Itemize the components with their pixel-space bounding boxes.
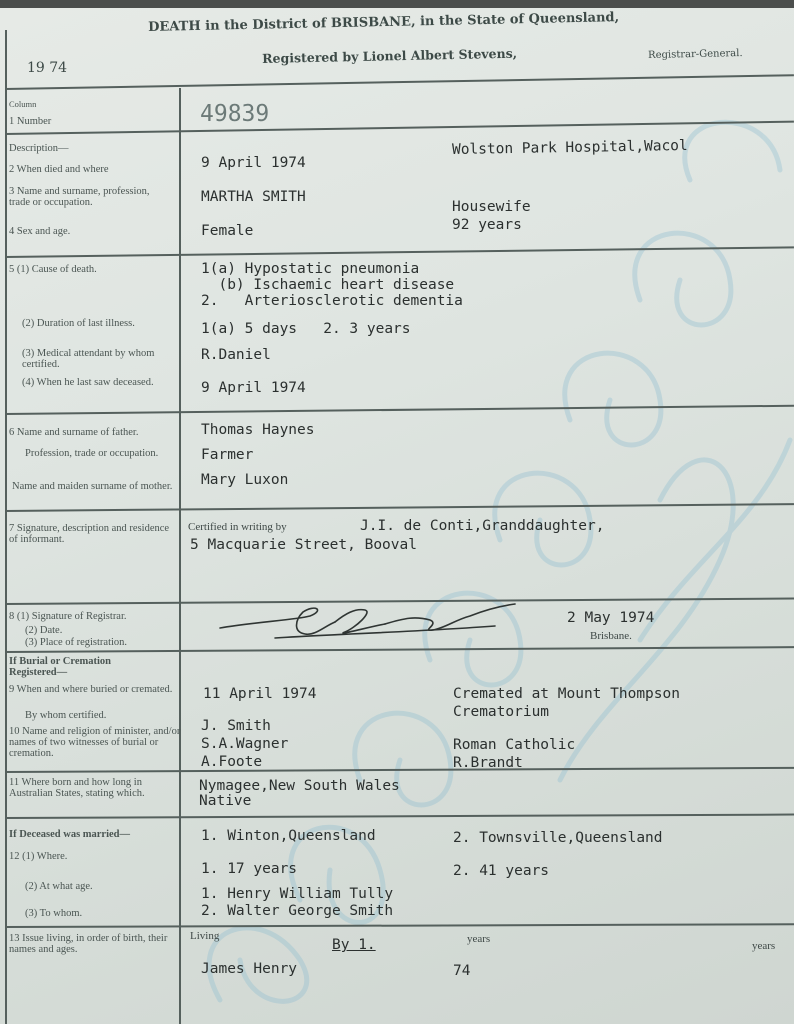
label-father: 6 Name and surname of father.: [9, 427, 139, 438]
label-sex-age: 4 Sex and age.: [9, 226, 71, 237]
column-divider: [179, 88, 181, 1024]
entry-burial-place-2: Crematorium: [453, 704, 550, 720]
label-when-buried: 9 When and where buried or cremated.: [9, 684, 173, 695]
entry-father-occupation: Farmer: [201, 447, 254, 463]
certified-writing-label: Certified in writing by: [188, 521, 287, 533]
entry-sex: Female: [201, 223, 254, 239]
label-burial-heading: If Burial or Cremation Registered—: [9, 656, 111, 678]
label-by-whom: By whom certified.: [25, 710, 107, 721]
entry-issue-by: By 1.: [332, 937, 376, 953]
entry-reg-place: Brisbane.: [590, 630, 632, 642]
label-place: (3) Place of registration.: [25, 637, 128, 648]
entry-married-age-1: 1. 17 years: [201, 861, 298, 877]
entry-occupation: Housewife: [452, 199, 531, 215]
rule-8: [5, 814, 794, 819]
label-born: 11 Where born and how long in Australian States, stating which.: [9, 777, 145, 799]
entry-married-where-2: 2. Townsville,Queensland: [453, 830, 663, 846]
entry-issue-name: James Henry: [201, 961, 298, 977]
label-number: 1 Number: [9, 116, 52, 127]
entry-born-native: Native: [199, 793, 252, 809]
entry-married-where-1: 1. Winton,Queensland: [201, 828, 376, 844]
entry-age: 92 years: [452, 217, 522, 233]
label-at-age: (2) At what age.: [25, 881, 93, 892]
label-cause: 5 (1) Cause of death.: [9, 264, 97, 275]
label-name-surname: 3 Name and surname, profession, trade or occupation.: [9, 186, 150, 208]
entry-mother: Mary Luxon: [201, 472, 289, 488]
label-informant: 7 Signature, description and residence of informant.: [9, 523, 170, 545]
label-medical: (3) Medical attendant by whom certified.: [22, 348, 155, 370]
label-profession: Profession, trade or occupation.: [25, 448, 159, 459]
entry-married-age-2: 2. 41 years: [453, 863, 550, 879]
label-description: Description—: [9, 143, 69, 154]
entry-informant-address: 5 Macquarie Street, Booval: [190, 537, 417, 553]
entry-burial-date: 11 April 1974: [203, 686, 317, 702]
entry-reg-date: 2 May 1974: [567, 610, 655, 626]
entry-duration: 1(a) 5 days 2. 3 years: [201, 321, 411, 337]
entry-certified-by: J. Smith: [201, 718, 271, 734]
entry-cause-1a: 1(a) Hypostatic pneumonia: [201, 261, 420, 277]
entry-spouse-1: 1. Henry William Tully: [201, 886, 394, 902]
page-top-edge: [0, 0, 794, 8]
label-married-heading: If Deceased was married—: [9, 829, 131, 840]
label-where: 12 (1) Where.: [9, 851, 68, 862]
label-date: (2) Date.: [25, 625, 63, 636]
years-label-1: years: [467, 933, 491, 945]
rule-3: [5, 405, 794, 415]
entry-father: Thomas Haynes: [201, 422, 315, 438]
label-when-died: 2 When died and where: [9, 164, 109, 175]
label-to-whom: (3) To whom.: [25, 908, 83, 919]
entry-last-seen: 9 April 1974: [201, 380, 306, 396]
label-minister: 10 Name and religion of minister, and/or names of two witnesses of burial or cremation.: [9, 726, 181, 759]
entry-spouse-2: 2. Walter George Smith: [201, 903, 394, 919]
label-mother: Name and maiden surname of mother.: [12, 481, 173, 492]
certificate-title: DEATH in the District of BRISBANE, in the State of Queensland,: [148, 10, 620, 35]
rule-7: [5, 767, 794, 773]
label-issue: 13 Issue living, in order of birth, their names and ages.: [9, 933, 168, 955]
label-registrar: 8 (1) Signature of Registrar.: [9, 611, 127, 622]
entry-issue-age: 74: [453, 963, 471, 979]
top-rule: [5, 74, 794, 89]
entry-witness-2: A.Foote: [201, 754, 263, 770]
entry-informant: J.I. de Conti,Granddaughter,: [360, 518, 605, 534]
registrar-signature-icon: [215, 598, 525, 646]
entry-number: 49839: [200, 101, 270, 127]
registered-by: Registered by Lionel Albert Stevens,: [262, 45, 518, 66]
entry-place-died: Wolston Park Hospital,Wacol: [451, 137, 688, 159]
entry-doctor: R.Daniel: [201, 347, 271, 363]
label-duration: (2) Duration of last illness.: [22, 318, 135, 329]
entry-date-died: 9 April 1974: [201, 155, 306, 171]
entry-witness-1: S.A.Wagner: [201, 736, 289, 752]
entry-name: MARTHA SMITH: [201, 189, 306, 205]
rule-4: [5, 503, 794, 511]
registrar-general-label: Registrar-General.: [648, 48, 743, 61]
year-label: 19 74: [27, 60, 68, 76]
left-border: [5, 30, 7, 1024]
living-label: Living: [190, 930, 220, 942]
entry-burial-place-1: Cremated at Mount Thompson: [453, 686, 680, 702]
entry-cause-2: 2. Arteriosclerotic dementia: [201, 293, 463, 309]
entry-minister: R.Brandt: [453, 755, 523, 771]
years-label-2: years: [752, 940, 776, 952]
entry-religion: Roman Catholic: [453, 737, 576, 753]
label-column: Column: [9, 99, 37, 109]
label-last-saw: (4) When he last saw deceased.: [22, 377, 154, 388]
rule-2: [5, 246, 794, 257]
rule-1: [5, 121, 794, 135]
entry-born: Nymagee,New South Wales: [199, 778, 400, 794]
entry-cause-1b: (b) Ischaemic heart disease: [201, 277, 455, 293]
rule-9: [5, 923, 794, 927]
